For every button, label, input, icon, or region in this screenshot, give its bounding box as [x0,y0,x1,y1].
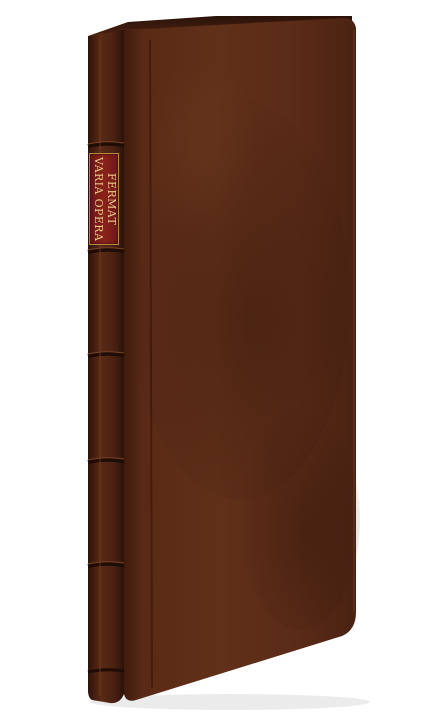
spine-title-label [89,153,119,245]
spine-label-author: FERMAT [105,172,118,226]
cover-highlight [140,60,260,240]
spine-label-title: VARIA OPERA [92,156,105,242]
book-spine [88,30,124,703]
cover-mottle-lower [240,410,360,630]
